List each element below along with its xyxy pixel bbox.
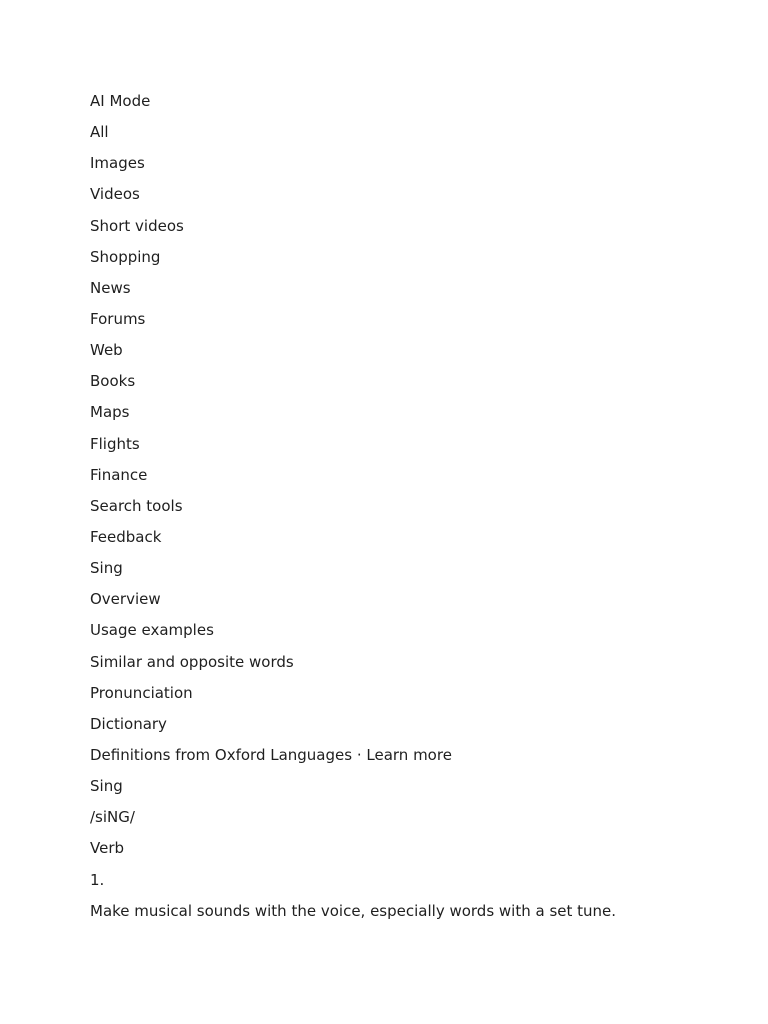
section-tabs — [90, 589, 748, 714]
tab-ai-mode[interactable]: AI Mode — [90, 92, 151, 110]
dictionary-word: Sing — [90, 777, 123, 796]
tab-pronunciation[interactable]: Pronunciation — [90, 683, 193, 702]
tab-maps[interactable]: Maps — [90, 403, 130, 422]
search-tabs — [90, 91, 748, 496]
tab-similar-opposite-words[interactable]: Similar and opposite words — [90, 652, 294, 671]
query-title: Sing — [90, 559, 123, 578]
tab-books[interactable]: Books — [90, 372, 136, 391]
tab-news[interactable]: News — [90, 278, 131, 297]
tab-finance[interactable]: Finance — [90, 465, 148, 484]
tab-shopping[interactable]: Shopping — [90, 247, 161, 266]
tab-usage-examples[interactable]: Usage examples — [90, 621, 214, 640]
tab-short-videos[interactable]: Short videos — [90, 216, 184, 235]
dictionary-source-link[interactable]: Definitions from Oxford Languages · Learn more — [90, 745, 452, 764]
dictionary-phonetic: /siNG/ — [90, 808, 135, 827]
tab-videos[interactable]: Videos — [90, 185, 140, 204]
definition-number: 1. — [90, 870, 105, 889]
tab-overview[interactable]: Overview — [90, 590, 161, 609]
tab-web[interactable]: Web — [90, 341, 123, 360]
tab-flights[interactable]: Flights — [90, 434, 140, 453]
tab-images[interactable]: Images — [90, 154, 145, 173]
search-results-page — [90, 91, 748, 932]
dictionary-heading: Dictionary — [90, 714, 167, 733]
dictionary-panel — [90, 714, 748, 932]
search-tools-button[interactable]: Search tools — [90, 496, 183, 515]
feedback-link[interactable]: Feedback — [90, 527, 162, 546]
dictionary-part-of-speech: Verb — [90, 839, 125, 858]
tab-forums[interactable]: Forums — [90, 309, 146, 328]
tab-all[interactable]: All — [90, 123, 109, 142]
definition-text: Make musical sounds with the voice, especially words with a set tune. — [90, 901, 617, 920]
